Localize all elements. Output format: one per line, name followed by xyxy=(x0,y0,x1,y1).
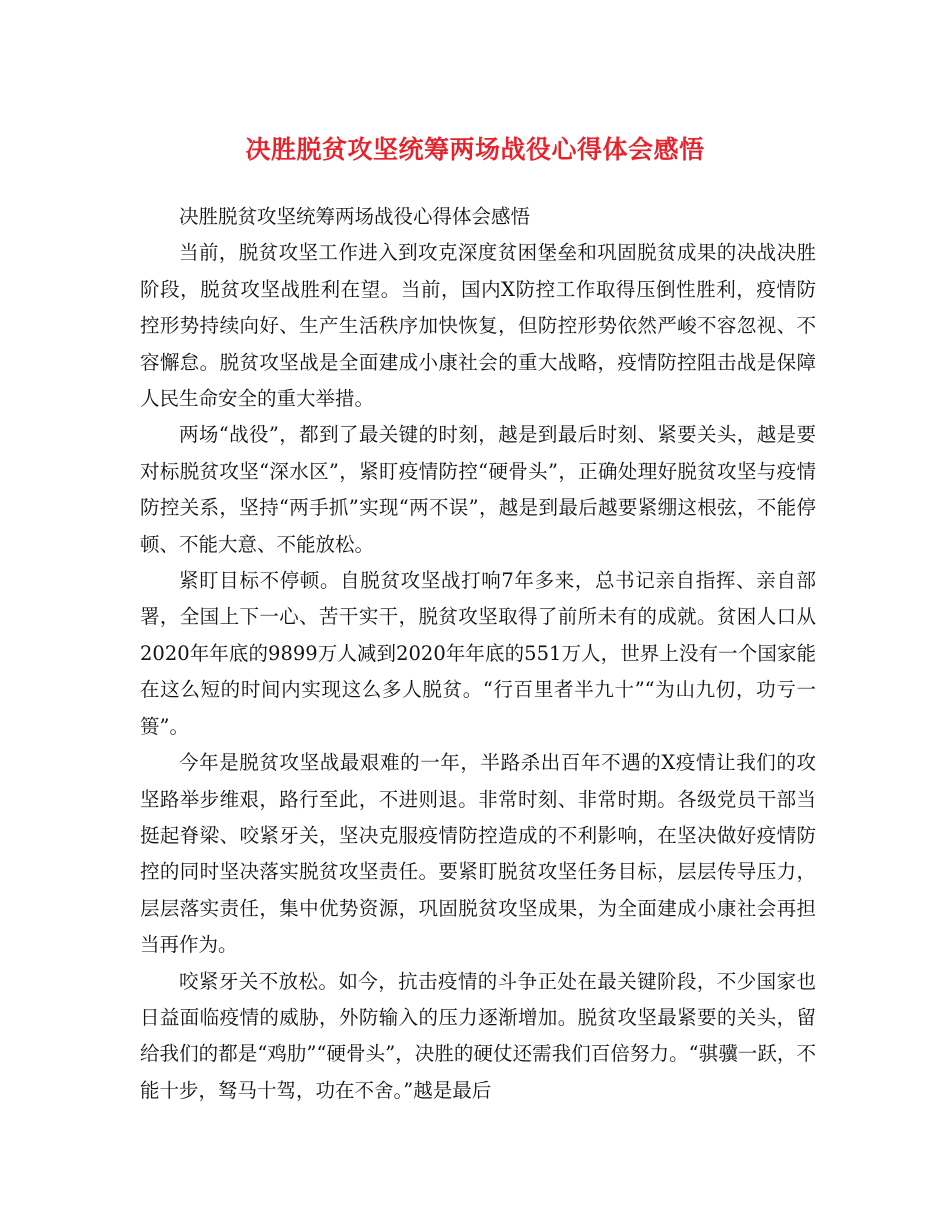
paragraph: 紧盯目标不停顿。自脱贫攻坚战打响7年多来，总书记亲自指挥、亲自部署，全国上下一心、苦干实干，脱贫攻坚取得了前所未有的成就。贫困人口从2020年年底的9899万人减到2020年年底的551万人，世界上没有一个国家能在这么短的时间内实现这么多人脱贫。“行百里者半九十”“为山九仞，功亏一篑”。 xyxy=(140,569,816,738)
document-title: 决胜脱贫攻坚统筹两场战役心得体会感悟 xyxy=(245,135,705,164)
paragraph: 今年是脱贫攻坚战最艰难的一年，半路杀出百年不遇的X疫情让我们的攻坚路举步维艰，路行至此，不进则退。非常时刻、非常时期。各级党员干部当挺起脊梁、咬紧牙关，坚决克服疫情防控造成的不利影响，在坚决做好疫情防控的同时坚决落实脱贫攻坚责任。要紧盯脱贫攻坚任务目标，层层传导压力，层层落实责任，集中优势资源，巩固脱贫攻坚成果，为全面建成小康社会再担当再作为。 xyxy=(140,751,816,957)
document-body xyxy=(140,199,816,1109)
paragraph: 咬紧牙关不放松。如今，抗击疫情的斗争正处在最关键阶段，不少国家也日益面临疫情的威胁，外防输入的压力逐渐增加。脱贫攻坚最紧要的关头，留给我们的都是“鸡肋”“硬骨头”，决胜的硬仗还需我们百倍努力。“骐骥一跃，不能十步，驽马十驾，功在不舍。”越是最后 xyxy=(140,969,816,1102)
paragraph-subtitle: 决胜脱贫攻坚统筹两场战役心得体会感悟 xyxy=(179,205,531,228)
paragraph: 两场“战役”，都到了最关键的时刻，越是到最后时刻、紧要关头，越是要对标脱贫攻坚“深水区”，紧盯疫情防控“硬骨头”，正确处理好脱贫攻坚与疫情防控关系，坚持“两手抓”实现“两不误”，越是到最后越要紧绷这根弦，不能停顿、不能大意、不能放松。 xyxy=(140,423,816,556)
paragraph: 当前，脱贫攻坚工作进入到攻克深度贫困堡垒和巩固脱贫成果的决战决胜阶段，脱贫攻坚战胜利在望。当前，国内X防控工作取得压倒性胜利，疫情防控形势持续向好、生产生活秩序加快恢复，但防控形势依然严峻不容忽视、不容懈怠。脱贫攻坚战是全面建成小康社会的重大战略，疫情防控阻击战是保障人民生命安全的重大举措。 xyxy=(140,241,816,411)
